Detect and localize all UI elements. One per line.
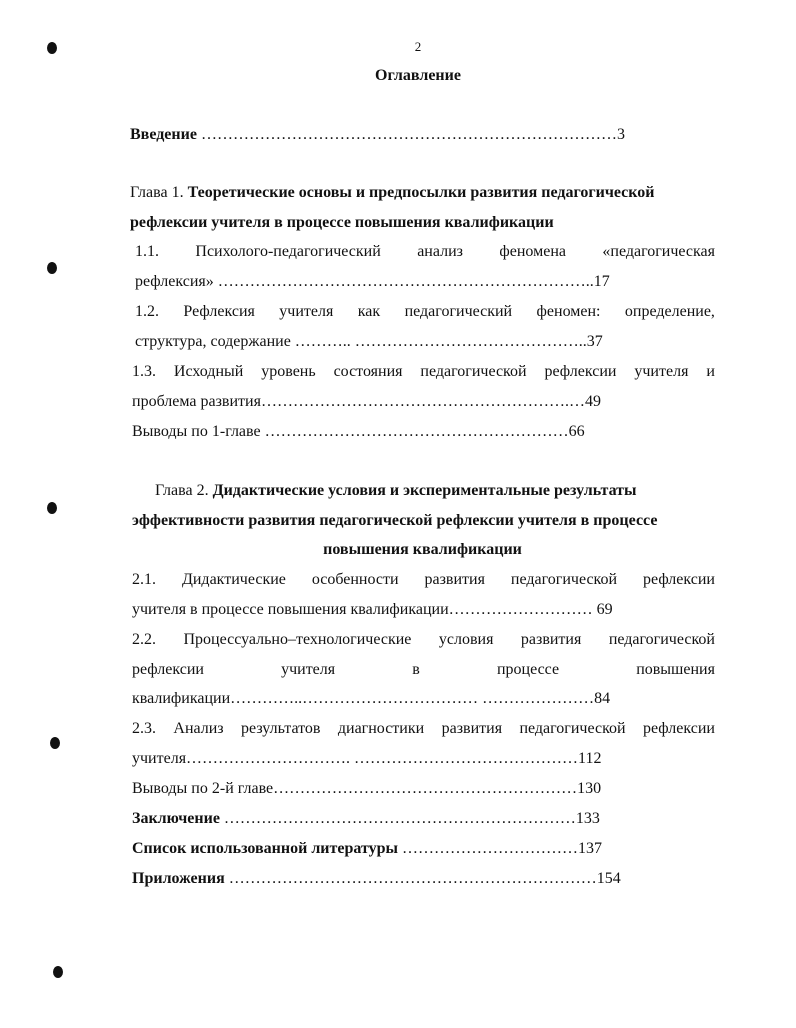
toc-intro-label: Введение bbox=[130, 126, 197, 143]
toc-2-3-line2: учителя…………………………. ……………………………………112 bbox=[132, 750, 602, 767]
word: педагогической bbox=[510, 571, 618, 588]
chapter2-heading-line3: повышения квалификации bbox=[323, 541, 522, 558]
toc-1-2-line1 bbox=[135, 302, 715, 322]
word: феномена bbox=[499, 243, 566, 260]
word: рефлексии bbox=[642, 720, 715, 737]
toc-1-1-line2: рефлексия» ……………………………………………………………..17 bbox=[135, 273, 610, 290]
word: и bbox=[706, 363, 715, 380]
chapter2-title-1: Дидактические условия и экспериментальные результаты bbox=[212, 482, 637, 499]
toc-appendices bbox=[132, 869, 621, 889]
binder-hole-1 bbox=[47, 42, 57, 54]
word: педагогический bbox=[404, 303, 513, 320]
binder-hole-2 bbox=[47, 262, 57, 274]
word: состояния bbox=[333, 363, 403, 380]
word: педагогической bbox=[420, 363, 527, 380]
word: условия bbox=[438, 631, 494, 648]
toc-references-label: Список использованной литературы bbox=[132, 840, 398, 857]
chapter1-heading-line2: рефлексии учителя в процессе повышения квалификации bbox=[130, 214, 554, 231]
chapter2-heading-line2: эффективности развития педагогической рефлексии учителя в процессе bbox=[132, 512, 658, 529]
binder-hole-3 bbox=[47, 502, 57, 514]
toc-conclusion-dots: …………………………………………………………133 bbox=[223, 810, 600, 827]
word: учителя bbox=[281, 661, 336, 678]
word: 2.2. bbox=[132, 631, 156, 648]
word: Исходный bbox=[173, 363, 244, 380]
word: Дидактические bbox=[181, 571, 286, 588]
word: результатов bbox=[241, 720, 321, 737]
word: рефлексии bbox=[643, 571, 715, 588]
toc-ch1-conclusions: Выводы по 1-главе …………………………………………………66 bbox=[132, 423, 585, 440]
word: Процессуально–технологические bbox=[183, 631, 412, 648]
word: особенности bbox=[311, 571, 399, 588]
toc-2-3-line1 bbox=[132, 719, 715, 739]
word: повышения bbox=[636, 661, 715, 678]
toc-intro-dots: …………………………………………………………………… bbox=[200, 126, 617, 143]
word: уровень bbox=[261, 363, 316, 380]
word: развития bbox=[520, 631, 582, 648]
chapter2-heading-line1 bbox=[155, 481, 637, 501]
word: 1.2. bbox=[135, 303, 159, 320]
word: определение, bbox=[624, 303, 715, 320]
word: 2.3. bbox=[132, 720, 156, 737]
word: феномен: bbox=[536, 303, 601, 320]
toc-2-2-line3: квалификации…………..…………………………… …………………84 bbox=[132, 690, 611, 707]
toc-references-dots: ……………………………137 bbox=[402, 840, 602, 857]
word: 2.1. bbox=[132, 571, 156, 588]
binder-hole-4 bbox=[50, 737, 60, 749]
word: как bbox=[357, 303, 381, 320]
word: развития bbox=[441, 720, 503, 737]
toc-1-3-line2: проблема развития………………………………………………….…49 bbox=[132, 393, 601, 410]
word: Анализ bbox=[173, 720, 224, 737]
toc-intro bbox=[130, 125, 625, 145]
page-number: 2 bbox=[414, 39, 422, 54]
word: рефлексии bbox=[544, 363, 617, 380]
chapter1-prefix: Глава 1. bbox=[130, 184, 184, 201]
word: педагогической bbox=[519, 720, 626, 737]
toc-2-1-line1 bbox=[132, 570, 715, 590]
toc-conclusion-label: Заключение bbox=[132, 810, 220, 827]
toc-appendices-label: Приложения bbox=[132, 870, 225, 887]
chapter1-title-1: Теоретические основы и предпосылки развития педагогической bbox=[187, 184, 655, 201]
word: учителя bbox=[634, 363, 689, 380]
toc-2-2-line2 bbox=[132, 660, 715, 680]
word: педагогической bbox=[608, 631, 715, 648]
word: 1.3. bbox=[132, 363, 156, 380]
toc-1-1-line1 bbox=[135, 242, 715, 262]
chapter1-heading-line1 bbox=[130, 183, 655, 203]
toc-references bbox=[132, 839, 602, 859]
toc-intro-page: 3 bbox=[616, 126, 625, 143]
word: Психолого-педагогический bbox=[195, 243, 381, 260]
toc-1-3-line1 bbox=[132, 362, 715, 382]
toc-conclusion bbox=[132, 809, 600, 829]
word: 1.1. bbox=[135, 243, 159, 260]
binder-hole-5 bbox=[53, 966, 63, 978]
toc-2-1-line2: учителя в процессе повышения квалификации……………………… 69 bbox=[132, 601, 613, 618]
word: развития bbox=[424, 571, 485, 588]
word: Рефлексия bbox=[183, 303, 255, 320]
toc-2-2-line1 bbox=[132, 630, 715, 650]
word: «педагогическая bbox=[602, 243, 715, 260]
word: учителя bbox=[279, 303, 334, 320]
word: рефлексии bbox=[132, 661, 204, 678]
word: анализ bbox=[417, 243, 463, 260]
word: в bbox=[412, 661, 420, 678]
word: диагностики bbox=[337, 720, 425, 737]
chapter2-prefix: Глава 2. bbox=[155, 482, 209, 499]
toc-appendices-dots: ……………………………………………………………154 bbox=[228, 870, 621, 887]
toc-1-2-line2: структура, содержание ……….. ……………………………………..37 bbox=[135, 333, 603, 350]
word: процессе bbox=[496, 661, 560, 678]
toc-ch2-conclusions: Выводы по 2-й главе…………………………………………………130 bbox=[132, 780, 602, 797]
page-title: Оглавление bbox=[375, 67, 461, 84]
